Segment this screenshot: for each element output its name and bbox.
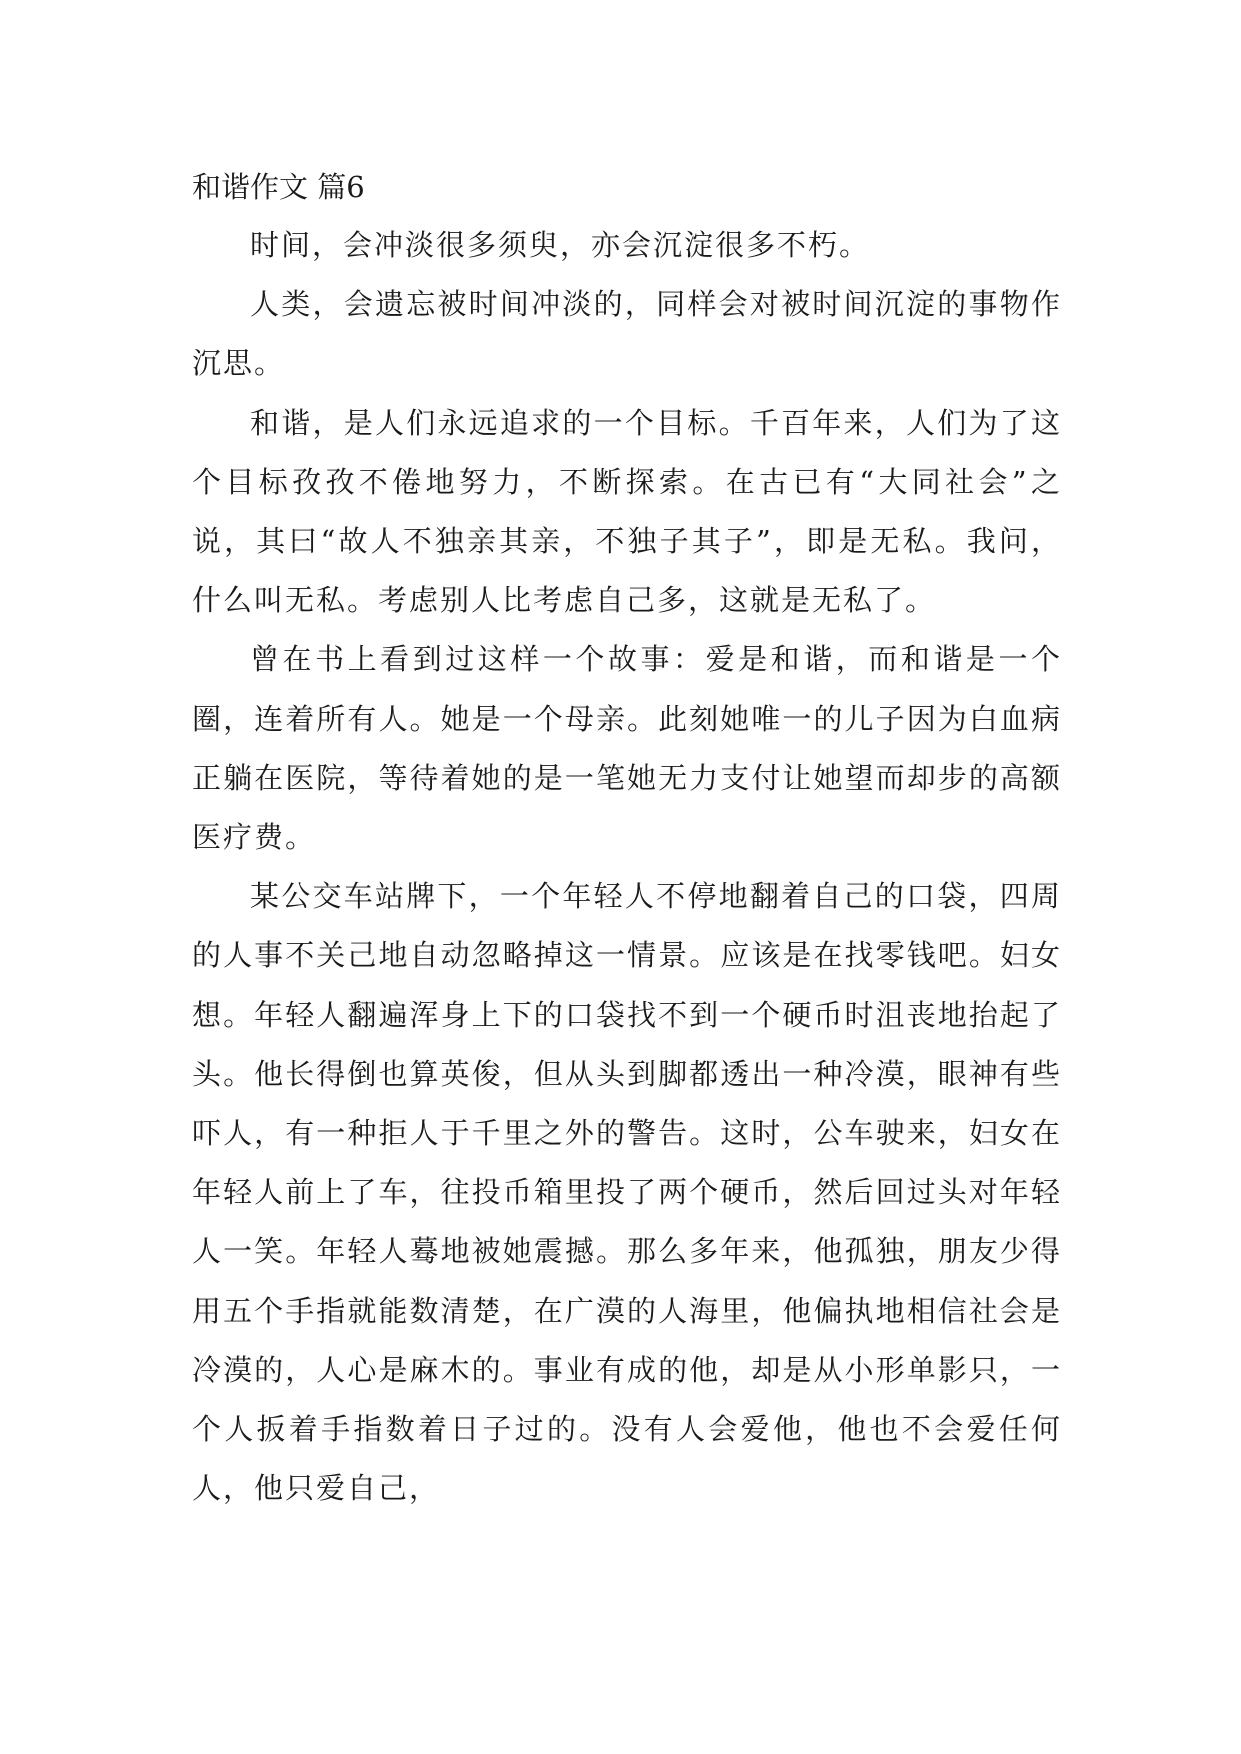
document-page xyxy=(192,158,1062,1518)
paragraph: 和谐，是人们永远追求的一个目标。千百年来，人们为了这个目标孜孜不倦地努力，不断探索。在古已有“大同社会”之说，其曰“故人不独亲其亲，不独子其子”，即是无私。我问，什么叫无私。考虑别人比考虑自己多，这就是无私了。 xyxy=(192,405,1062,618)
paragraph: 时间，会冲淡很多须臾，亦会沉淀很多不朽。 xyxy=(250,228,871,262)
paragraph: 某公交车站牌下，一个年轻人不停地翻着自己的口袋，四周的人事不关己地自动忽略掉这一情景。应该是在找零钱吧。妇女想。年轻人翻遍浑身上下的口袋找不到一个硬币时沮丧地抬起了头。他长得倒也算英俊，但从头到脚都透出一种冷漠，眼神有些吓人，有一种拒人于千里之外的警告。这时，公车驶来，妇女在年轻人前上了车，往投币箱里投了两个硬币，然后回过头对年轻人一笑。年轻人蓦地被她震撼。那么多年来，他孤独，朋友少得用五个手指就能数清楚，在广漠的人海里，他偏执地相信社会是冷漠的，人心是麻木的。事业有成的他，却是从小形单影只，一个人扳着手指数着日子过的。没有人会爱他，他也不会爱任何人，他只爱自己， xyxy=(192,879,1062,1506)
paragraph: 人类，会遗忘被时间冲淡的，同样会对被时间沉淀的事物作沉思。 xyxy=(192,287,1062,381)
paragraph: 曾在书上看到过这样一个故事：爱是和谐，而和谐是一个圈，连着所有人。她是一个母亲。此刻她唯一的儿子因为白血病正躺在医院，等待着她的是一笔她无力支付让她望而却步的高额医疗费。 xyxy=(192,642,1062,855)
document-title: 和谐作文 篇6 xyxy=(192,170,365,204)
